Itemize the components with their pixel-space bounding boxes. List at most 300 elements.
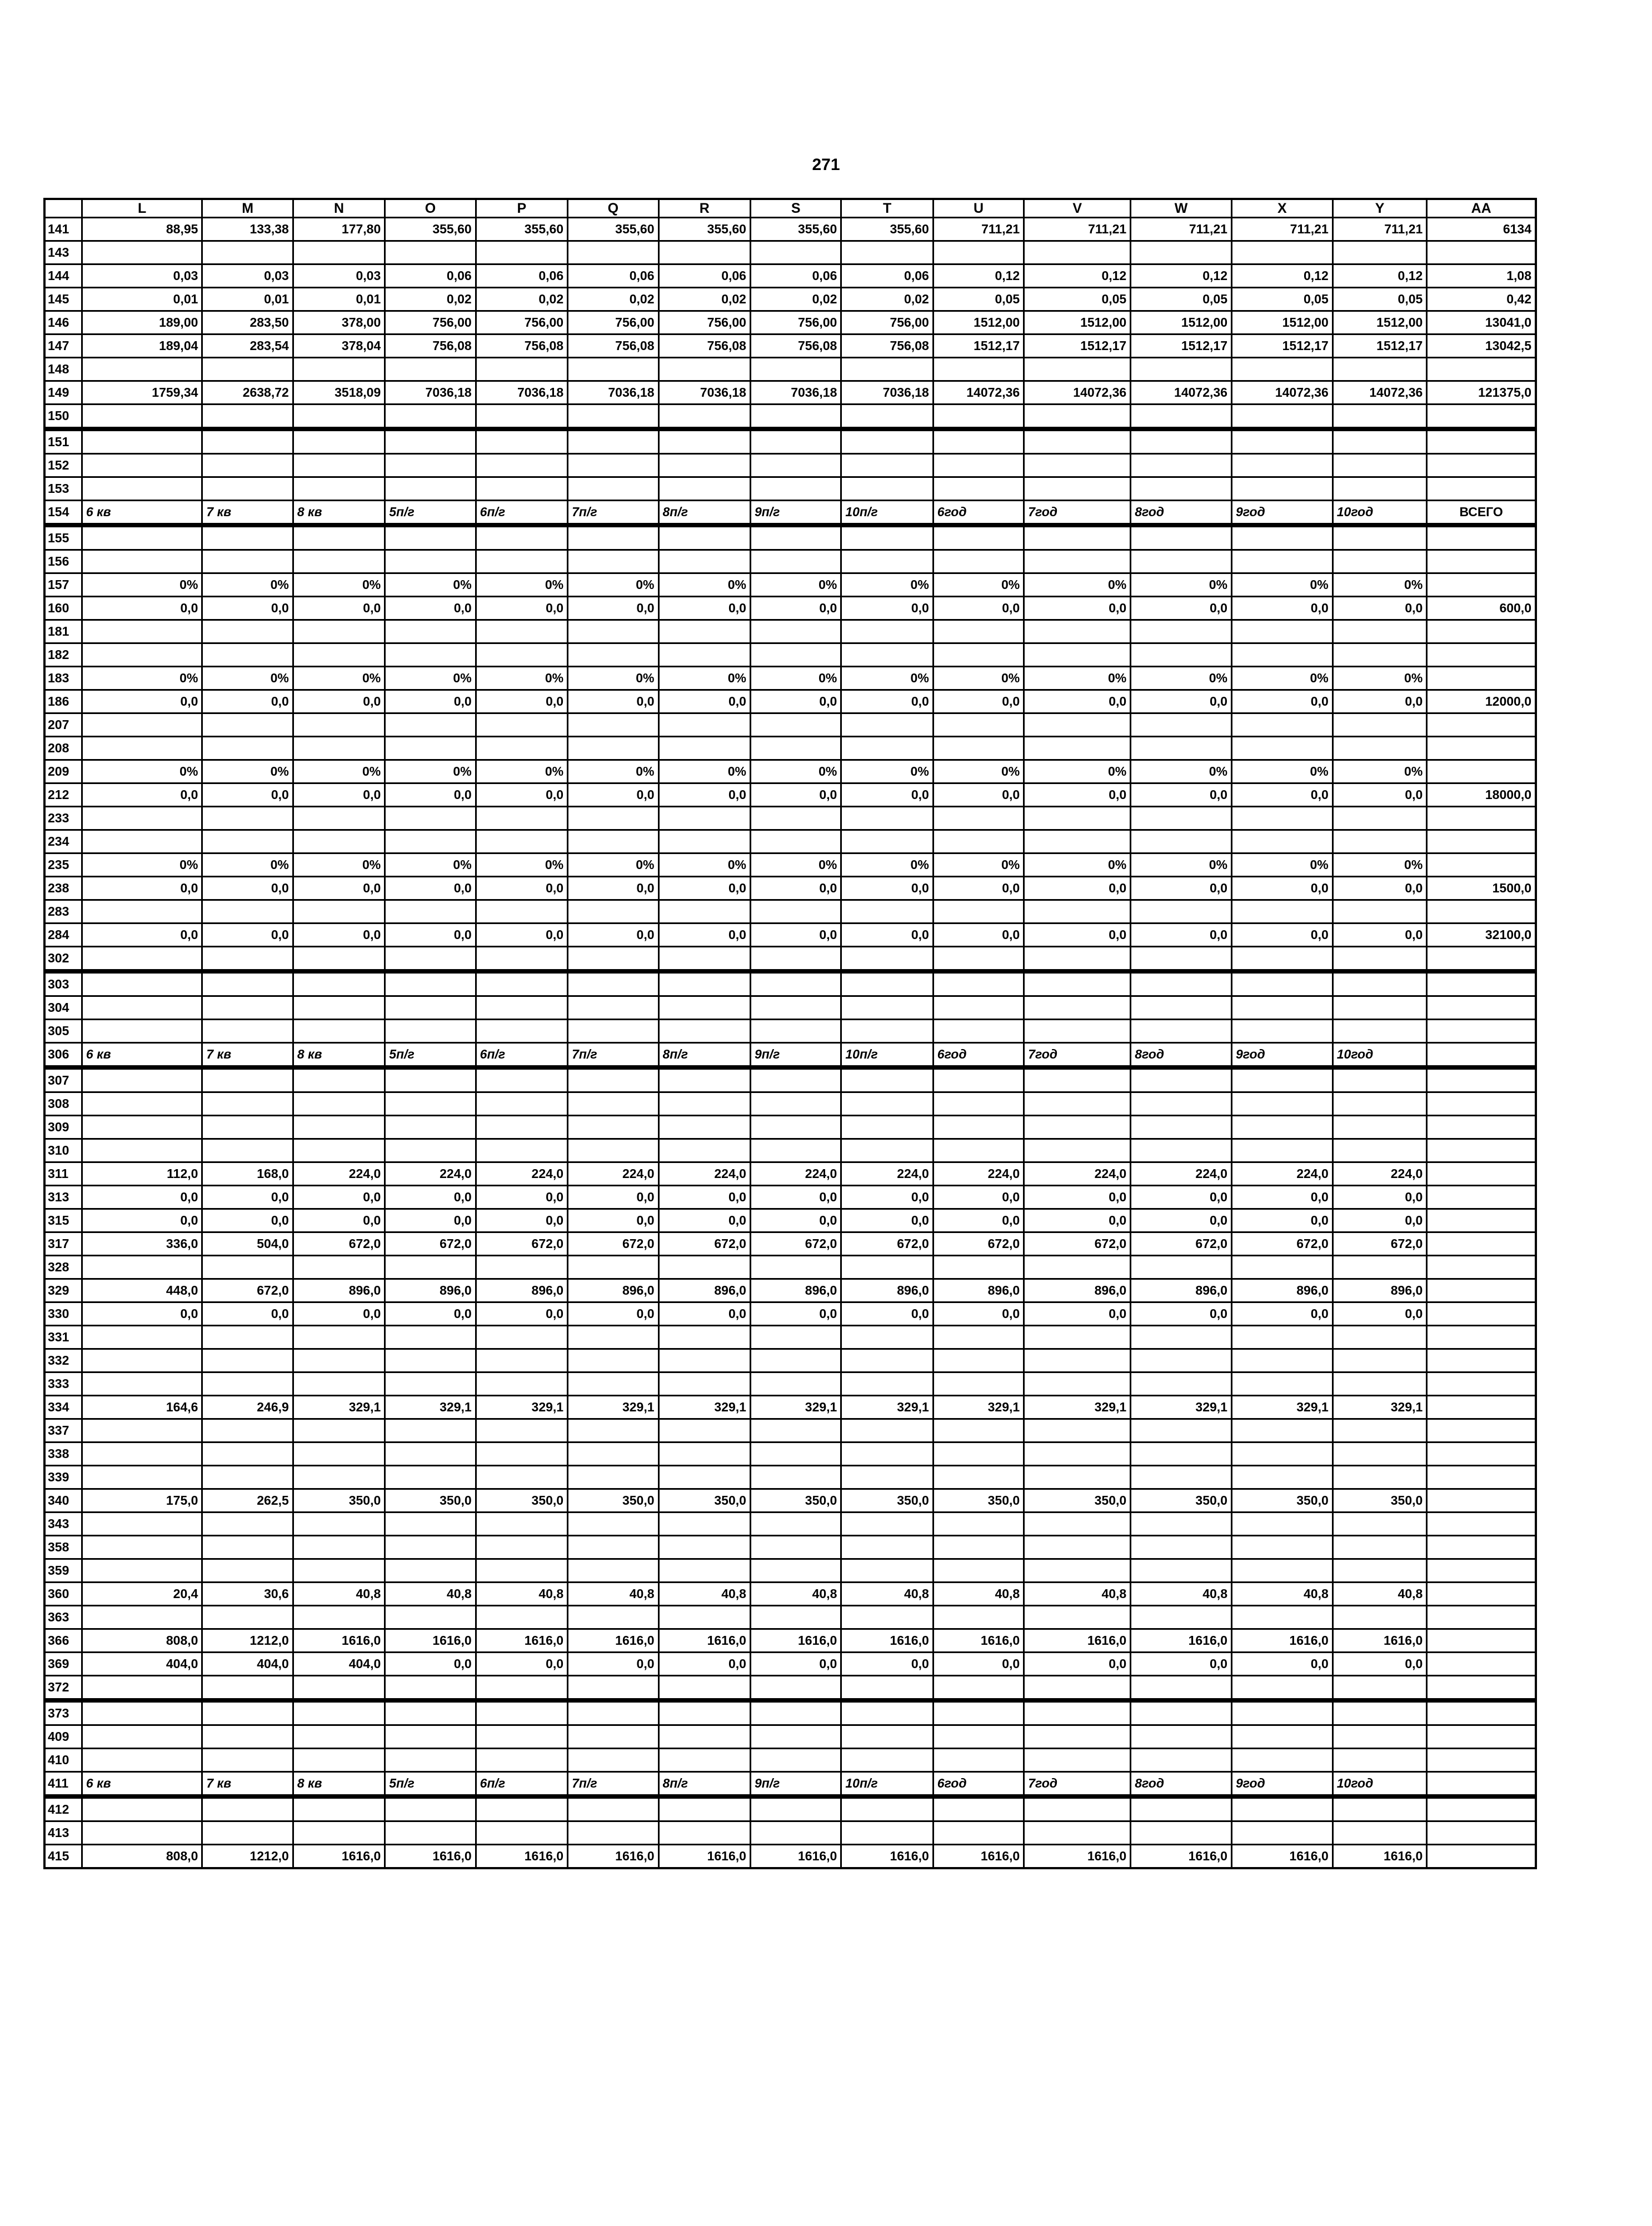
table-cell[interactable]: 756,00 <box>568 311 658 335</box>
table-cell[interactable] <box>385 947 476 972</box>
table-cell[interactable]: 0,0 <box>1131 783 1232 807</box>
table-cell[interactable]: 0% <box>385 854 476 877</box>
table-cell[interactable] <box>1427 1116 1536 1139</box>
table-cell[interactable] <box>1024 947 1131 972</box>
table-cell[interactable] <box>82 241 202 264</box>
table-cell[interactable] <box>1231 807 1332 830</box>
table-cell[interactable] <box>202 477 293 501</box>
table-cell[interactable]: 0% <box>658 573 750 597</box>
table-cell[interactable]: 0% <box>385 573 476 597</box>
table-cell[interactable] <box>82 1256 202 1279</box>
table-cell[interactable]: 1500,0 <box>1427 877 1536 900</box>
table-cell[interactable] <box>933 1796 1024 1821</box>
row-number[interactable]: 358 <box>44 1536 82 1559</box>
table-cell[interactable]: 0,0 <box>293 690 385 713</box>
table-cell[interactable] <box>1024 429 1131 454</box>
table-cell[interactable] <box>841 1372 933 1396</box>
row-number[interactable]: 151 <box>44 429 82 454</box>
table-cell[interactable] <box>1427 1232 1536 1256</box>
table-cell[interactable] <box>293 1349 385 1372</box>
table-cell[interactable] <box>1427 1653 1536 1676</box>
row-number[interactable]: 160 <box>44 597 82 620</box>
table-cell[interactable]: 10год <box>1332 1772 1427 1797</box>
table-cell[interactable] <box>568 1419 658 1443</box>
row-number[interactable]: 149 <box>44 381 82 405</box>
table-cell[interactable] <box>841 947 933 972</box>
table-cell[interactable] <box>476 1067 567 1092</box>
table-cell[interactable] <box>1332 1067 1427 1092</box>
table-cell[interactable] <box>1024 1796 1131 1821</box>
table-cell[interactable] <box>1131 1796 1232 1821</box>
table-cell[interactable] <box>1024 971 1131 996</box>
table-cell[interactable]: 0,0 <box>568 877 658 900</box>
table-cell[interactable]: 0% <box>82 573 202 597</box>
table-cell[interactable] <box>658 807 750 830</box>
table-cell[interactable] <box>933 1372 1024 1396</box>
table-cell[interactable] <box>568 737 658 760</box>
table-cell[interactable] <box>385 737 476 760</box>
table-cell[interactable]: 0,0 <box>933 924 1024 947</box>
table-cell[interactable] <box>658 1419 750 1443</box>
table-cell[interactable] <box>1131 971 1232 996</box>
table-cell[interactable] <box>476 643 567 667</box>
table-cell[interactable] <box>568 1749 658 1772</box>
table-cell[interactable]: 0,0 <box>658 783 750 807</box>
table-cell[interactable] <box>385 358 476 381</box>
table-cell[interactable] <box>1131 1821 1232 1845</box>
table-cell[interactable] <box>82 429 202 454</box>
table-cell[interactable] <box>1024 1326 1131 1349</box>
table-cell[interactable] <box>1231 1372 1332 1396</box>
table-cell[interactable] <box>1332 1606 1427 1629</box>
table-cell[interactable]: 224,0 <box>293 1162 385 1186</box>
table-cell[interactable]: 711,21 <box>933 218 1024 241</box>
table-cell[interactable] <box>1427 996 1536 1020</box>
table-cell[interactable]: 0,0 <box>1332 924 1427 947</box>
table-cell[interactable]: 896,0 <box>750 1279 841 1302</box>
table-cell[interactable] <box>385 1700 476 1725</box>
table-cell[interactable] <box>82 525 202 550</box>
table-cell[interactable]: 0,0 <box>1332 1302 1427 1326</box>
table-cell[interactable] <box>750 620 841 643</box>
table-cell[interactable] <box>750 1092 841 1116</box>
table-cell[interactable]: 32100,0 <box>1427 924 1536 947</box>
table-cell[interactable] <box>82 1536 202 1559</box>
table-cell[interactable]: 0% <box>750 667 841 690</box>
table-cell[interactable]: 0,0 <box>1131 924 1232 947</box>
table-cell[interactable]: 6 кв <box>82 501 202 526</box>
table-cell[interactable]: 329,1 <box>568 1396 658 1419</box>
table-cell[interactable]: 0,0 <box>658 877 750 900</box>
table-cell[interactable] <box>1332 1443 1427 1466</box>
table-cell[interactable] <box>202 358 293 381</box>
table-cell[interactable] <box>1131 1676 1232 1701</box>
table-cell[interactable]: 10п/г <box>841 501 933 526</box>
table-cell[interactable] <box>1231 620 1332 643</box>
table-cell[interactable] <box>385 830 476 854</box>
table-cell[interactable] <box>476 900 567 924</box>
table-cell[interactable]: 40,8 <box>658 1583 750 1606</box>
table-cell[interactable]: 0,0 <box>1332 783 1427 807</box>
table-cell[interactable] <box>1427 1067 1536 1092</box>
table-cell[interactable] <box>1231 550 1332 573</box>
table-cell[interactable]: 329,1 <box>750 1396 841 1419</box>
table-cell[interactable] <box>1427 1302 1536 1326</box>
table-cell[interactable] <box>202 620 293 643</box>
table-cell[interactable] <box>568 1676 658 1701</box>
table-cell[interactable]: 0% <box>658 760 750 783</box>
table-cell[interactable]: 0,0 <box>1332 1209 1427 1232</box>
table-cell[interactable]: 0% <box>1231 667 1332 690</box>
table-cell[interactable] <box>933 1256 1024 1279</box>
table-cell[interactable] <box>568 525 658 550</box>
table-cell[interactable]: 6п/г <box>476 1772 567 1797</box>
table-cell[interactable] <box>568 241 658 264</box>
table-cell[interactable] <box>1332 1326 1427 1349</box>
table-cell[interactable] <box>293 429 385 454</box>
table-cell[interactable] <box>202 405 293 430</box>
table-cell[interactable]: 0,0 <box>385 1209 476 1232</box>
table-cell[interactable]: 9п/г <box>750 1043 841 1068</box>
table-cell[interactable] <box>202 1256 293 1279</box>
table-cell[interactable] <box>933 1700 1024 1725</box>
table-cell[interactable] <box>933 1443 1024 1466</box>
table-cell[interactable] <box>1024 1606 1131 1629</box>
table-cell[interactable]: 0,0 <box>841 924 933 947</box>
table-cell[interactable]: 672,0 <box>1024 1232 1131 1256</box>
table-cell[interactable] <box>1427 854 1536 877</box>
row-number[interactable]: 156 <box>44 550 82 573</box>
table-cell[interactable] <box>293 1676 385 1701</box>
table-cell[interactable] <box>385 1536 476 1559</box>
table-cell[interactable] <box>1231 477 1332 501</box>
table-cell[interactable] <box>750 737 841 760</box>
table-cell[interactable] <box>1131 1466 1232 1489</box>
table-cell[interactable]: 0,0 <box>933 1302 1024 1326</box>
table-cell[interactable]: 8год <box>1131 1043 1232 1068</box>
table-cell[interactable] <box>750 241 841 264</box>
column-header[interactable]: X <box>1231 199 1332 218</box>
table-cell[interactable] <box>293 1796 385 1821</box>
table-cell[interactable]: 1616,0 <box>568 1629 658 1653</box>
table-cell[interactable]: 0,05 <box>1024 288 1131 311</box>
table-cell[interactable] <box>1024 1466 1131 1489</box>
table-cell[interactable] <box>933 971 1024 996</box>
table-cell[interactable]: 0% <box>841 760 933 783</box>
table-cell[interactable] <box>1131 358 1232 381</box>
table-cell[interactable] <box>476 1326 567 1349</box>
table-cell[interactable] <box>658 454 750 477</box>
table-cell[interactable] <box>202 1419 293 1443</box>
table-cell[interactable] <box>750 429 841 454</box>
table-cell[interactable]: 0% <box>1231 573 1332 597</box>
table-cell[interactable] <box>476 1725 567 1749</box>
table-cell[interactable]: 756,00 <box>385 311 476 335</box>
row-number[interactable]: 363 <box>44 1606 82 1629</box>
table-cell[interactable]: 0% <box>1024 573 1131 597</box>
table-cell[interactable]: 40,8 <box>750 1583 841 1606</box>
table-cell[interactable]: 0,0 <box>293 877 385 900</box>
table-cell[interactable]: 672,0 <box>750 1232 841 1256</box>
table-cell[interactable] <box>385 996 476 1020</box>
table-cell[interactable] <box>1332 1419 1427 1443</box>
table-cell[interactable]: 0,0 <box>1024 1209 1131 1232</box>
table-cell[interactable]: 404,0 <box>202 1653 293 1676</box>
table-cell[interactable]: 672,0 <box>568 1232 658 1256</box>
table-cell[interactable] <box>841 1326 933 1349</box>
table-cell[interactable]: 0,0 <box>658 690 750 713</box>
table-cell[interactable]: 0,03 <box>202 264 293 288</box>
table-cell[interactable] <box>293 1513 385 1536</box>
table-cell[interactable]: 0,0 <box>568 690 658 713</box>
table-cell[interactable] <box>293 1443 385 1466</box>
table-cell[interactable]: 0,0 <box>933 597 1024 620</box>
table-cell[interactable]: 0,0 <box>1024 690 1131 713</box>
table-cell[interactable]: 1616,0 <box>1024 1845 1131 1869</box>
table-cell[interactable] <box>658 1513 750 1536</box>
row-number[interactable]: 313 <box>44 1186 82 1209</box>
table-cell[interactable]: 262,5 <box>202 1489 293 1513</box>
table-cell[interactable]: 756,00 <box>841 311 933 335</box>
table-cell[interactable] <box>1024 1725 1131 1749</box>
table-cell[interactable]: 896,0 <box>1131 1279 1232 1302</box>
table-cell[interactable] <box>1231 1326 1332 1349</box>
table-cell[interactable] <box>1427 760 1536 783</box>
table-cell[interactable] <box>568 1139 658 1162</box>
table-cell[interactable]: 0,0 <box>568 1209 658 1232</box>
table-cell[interactable] <box>1024 1419 1131 1443</box>
table-cell[interactable] <box>1427 1209 1536 1232</box>
table-cell[interactable] <box>476 1139 567 1162</box>
table-cell[interactable] <box>841 1796 933 1821</box>
table-cell[interactable] <box>568 1256 658 1279</box>
table-cell[interactable] <box>476 454 567 477</box>
row-number[interactable]: 340 <box>44 1489 82 1513</box>
table-cell[interactable]: 0,0 <box>568 924 658 947</box>
table-cell[interactable]: 0% <box>1131 667 1232 690</box>
table-cell[interactable]: 40,8 <box>293 1583 385 1606</box>
table-cell[interactable]: 0,0 <box>1131 1186 1232 1209</box>
table-cell[interactable] <box>385 1749 476 1772</box>
table-cell[interactable] <box>1332 1821 1427 1845</box>
table-cell[interactable]: 0,0 <box>1332 690 1427 713</box>
row-number[interactable]: 207 <box>44 713 82 737</box>
table-cell[interactable] <box>1024 358 1131 381</box>
table-cell[interactable] <box>568 713 658 737</box>
table-cell[interactable] <box>1427 1749 1536 1772</box>
table-cell[interactable] <box>1024 737 1131 760</box>
table-cell[interactable]: 189,00 <box>82 311 202 335</box>
row-number[interactable]: 154 <box>44 501 82 526</box>
table-cell[interactable] <box>750 1139 841 1162</box>
table-cell[interactable]: 1512,00 <box>1131 311 1232 335</box>
table-cell[interactable]: 2638,72 <box>202 381 293 405</box>
table-cell[interactable] <box>1131 1326 1232 1349</box>
table-cell[interactable] <box>841 358 933 381</box>
table-cell[interactable] <box>293 620 385 643</box>
table-cell[interactable]: 350,0 <box>1231 1489 1332 1513</box>
table-cell[interactable]: 672,0 <box>658 1232 750 1256</box>
table-cell[interactable]: 9год <box>1231 501 1332 526</box>
table-cell[interactable] <box>1231 454 1332 477</box>
table-cell[interactable] <box>750 643 841 667</box>
table-cell[interactable]: 711,21 <box>1231 218 1332 241</box>
table-cell[interactable] <box>82 830 202 854</box>
table-cell[interactable]: 7036,18 <box>750 381 841 405</box>
table-cell[interactable]: 246,9 <box>202 1396 293 1419</box>
table-cell[interactable] <box>1427 1629 1536 1653</box>
table-cell[interactable] <box>1131 477 1232 501</box>
table-cell[interactable] <box>385 1796 476 1821</box>
table-cell[interactable]: 1616,0 <box>476 1845 567 1869</box>
table-cell[interactable]: 0,0 <box>750 783 841 807</box>
table-cell[interactable]: 0,0 <box>750 1302 841 1326</box>
table-cell[interactable] <box>841 1419 933 1443</box>
table-cell[interactable]: 168,0 <box>202 1162 293 1186</box>
table-cell[interactable] <box>568 1821 658 1845</box>
table-cell[interactable] <box>841 830 933 854</box>
table-cell[interactable]: 283,54 <box>202 335 293 358</box>
table-cell[interactable]: 133,38 <box>202 218 293 241</box>
table-cell[interactable]: 7036,18 <box>658 381 750 405</box>
table-cell[interactable] <box>568 405 658 430</box>
table-cell[interactable]: 896,0 <box>476 1279 567 1302</box>
table-cell[interactable]: 0,0 <box>1231 1186 1332 1209</box>
table-cell[interactable] <box>1427 807 1536 830</box>
table-cell[interactable]: 350,0 <box>841 1489 933 1513</box>
table-cell[interactable]: 1212,0 <box>202 1629 293 1653</box>
table-cell[interactable] <box>1427 900 1536 924</box>
table-cell[interactable] <box>750 525 841 550</box>
table-cell[interactable]: 0,0 <box>1131 1653 1232 1676</box>
table-cell[interactable] <box>476 830 567 854</box>
table-cell[interactable]: 40,8 <box>1332 1583 1427 1606</box>
table-cell[interactable] <box>293 525 385 550</box>
table-cell[interactable] <box>568 1513 658 1536</box>
column-header[interactable]: T <box>841 199 933 218</box>
table-cell[interactable] <box>293 1419 385 1443</box>
table-cell[interactable] <box>1427 241 1536 264</box>
table-cell[interactable]: 0% <box>202 760 293 783</box>
table-cell[interactable] <box>293 1749 385 1772</box>
table-cell[interactable] <box>1427 830 1536 854</box>
table-cell[interactable] <box>841 1725 933 1749</box>
table-cell[interactable] <box>1024 1700 1131 1725</box>
table-cell[interactable] <box>658 1821 750 1845</box>
table-cell[interactable] <box>202 1725 293 1749</box>
table-cell[interactable] <box>568 1725 658 1749</box>
table-cell[interactable]: 329,1 <box>293 1396 385 1419</box>
table-cell[interactable] <box>1231 1606 1332 1629</box>
table-cell[interactable] <box>385 1466 476 1489</box>
table-cell[interactable]: 0% <box>385 667 476 690</box>
table-cell[interactable] <box>82 996 202 1020</box>
table-cell[interactable]: 8год <box>1131 1772 1232 1797</box>
table-cell[interactable]: 40,8 <box>1024 1583 1131 1606</box>
table-cell[interactable] <box>658 1092 750 1116</box>
table-cell[interactable] <box>1427 550 1536 573</box>
table-cell[interactable] <box>1231 405 1332 430</box>
table-cell[interactable] <box>385 1606 476 1629</box>
table-cell[interactable] <box>933 1466 1024 1489</box>
table-cell[interactable] <box>1427 429 1536 454</box>
table-cell[interactable] <box>1427 971 1536 996</box>
table-cell[interactable] <box>1427 477 1536 501</box>
table-cell[interactable] <box>1131 1020 1232 1043</box>
table-cell[interactable] <box>568 358 658 381</box>
table-cell[interactable] <box>1427 713 1536 737</box>
row-number[interactable]: 186 <box>44 690 82 713</box>
row-number[interactable]: 302 <box>44 947 82 972</box>
row-number[interactable]: 155 <box>44 525 82 550</box>
table-cell[interactable] <box>933 996 1024 1020</box>
table-cell[interactable]: 0% <box>476 667 567 690</box>
table-cell[interactable] <box>933 405 1024 430</box>
table-cell[interactable]: 0,0 <box>841 1302 933 1326</box>
table-cell[interactable] <box>658 1349 750 1372</box>
table-cell[interactable] <box>1231 1139 1332 1162</box>
table-cell[interactable] <box>933 1749 1024 1772</box>
table-cell[interactable] <box>1332 1139 1427 1162</box>
table-cell[interactable] <box>476 429 567 454</box>
table-cell[interactable]: 1616,0 <box>1332 1845 1427 1869</box>
table-cell[interactable]: 1759,34 <box>82 381 202 405</box>
table-cell[interactable]: 0% <box>82 760 202 783</box>
table-cell[interactable] <box>1427 1279 1536 1302</box>
table-cell[interactable]: 0,0 <box>841 690 933 713</box>
table-cell[interactable]: 0,0 <box>1131 877 1232 900</box>
table-cell[interactable]: 7036,18 <box>385 381 476 405</box>
table-cell[interactable]: 0,12 <box>1231 264 1332 288</box>
table-cell[interactable]: 711,21 <box>1024 218 1131 241</box>
table-cell[interactable]: 40,8 <box>385 1583 476 1606</box>
table-cell[interactable] <box>293 713 385 737</box>
table-cell[interactable]: 350,0 <box>293 1489 385 1513</box>
table-cell[interactable]: 0,05 <box>1332 288 1427 311</box>
table-cell[interactable] <box>293 1700 385 1725</box>
table-cell[interactable] <box>293 1092 385 1116</box>
table-cell[interactable]: 14072,36 <box>1332 381 1427 405</box>
table-cell[interactable] <box>750 1443 841 1466</box>
table-cell[interactable] <box>568 643 658 667</box>
table-cell[interactable]: 0% <box>476 573 567 597</box>
table-cell[interactable]: 600,0 <box>1427 597 1536 620</box>
row-number[interactable]: 234 <box>44 830 82 854</box>
table-cell[interactable] <box>1131 1606 1232 1629</box>
table-cell[interactable]: 1616,0 <box>1231 1629 1332 1653</box>
row-number[interactable]: 330 <box>44 1302 82 1326</box>
table-cell[interactable] <box>82 358 202 381</box>
table-cell[interactable] <box>658 477 750 501</box>
table-cell[interactable]: 350,0 <box>933 1489 1024 1513</box>
table-cell[interactable]: 0,0 <box>202 877 293 900</box>
table-cell[interactable]: 0,0 <box>202 924 293 947</box>
table-cell[interactable] <box>1131 737 1232 760</box>
table-cell[interactable] <box>385 241 476 264</box>
table-cell[interactable] <box>385 807 476 830</box>
row-number[interactable]: 412 <box>44 1796 82 1821</box>
table-cell[interactable] <box>1131 1725 1232 1749</box>
table-cell[interactable]: 1616,0 <box>750 1629 841 1653</box>
table-cell[interactable] <box>933 643 1024 667</box>
table-cell[interactable] <box>293 1466 385 1489</box>
table-cell[interactable]: 0,01 <box>293 288 385 311</box>
table-cell[interactable] <box>658 1443 750 1466</box>
table-cell[interactable]: 0,0 <box>1231 1302 1332 1326</box>
table-cell[interactable] <box>202 550 293 573</box>
table-cell[interactable]: 0% <box>841 573 933 597</box>
table-cell[interactable] <box>1332 550 1427 573</box>
